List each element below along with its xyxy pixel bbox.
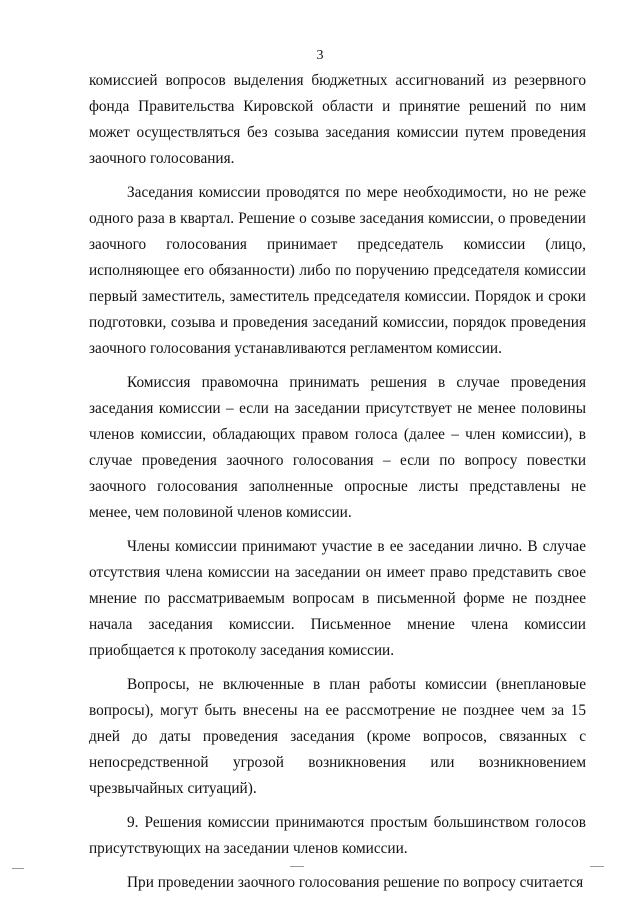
paragraph-meeting-schedule: Заседания комиссии проводятся по мере необходимости, но не реже одного раза в квартал. Решение о созыве заседания комиссии, о проведении заочного голосования принимает председатель комиссии (лицо, исполняющее его обязанности) либо по поручению председателя комиссии первый заместитель, заместитель председателя комиссии. Порядок и сроки подготовки, созыва и проведения заседаний комиссии, порядок проведения заочного голосования устанавливаются регламентом комиссии. (89, 184, 586, 357)
paragraph-decisions: 9. Решения комиссии принимаются простым большинством голосов присутствующих на заседании членов комиссии. (89, 814, 586, 857)
document-body (89, 68, 586, 904)
scan-mark-center (290, 866, 304, 867)
page-number: 3 (316, 48, 324, 63)
scan-mark-left (12, 868, 24, 869)
paragraph-continuation: комиссией вопросов выделения бюджетных ассигнований из резервного фонда Правительства Кировской области и принятие решений по ним может осуществляться без созыва заседания комиссии путем проведения заочного голосования. (89, 72, 586, 167)
paragraph-participation: Члены комиссии принимают участие в ее заседании лично. В случае отсутствия члена комиссии на заседании он имеет право представить свое мнение по рассматриваемым вопросам в письменной форме не позднее начала заседания комиссии. Письменное мнение члена комиссии приобщается к протоколу заседания комиссии. (89, 538, 586, 659)
paragraph-quorum: Комиссия правомочна принимать решения в случае проведения заседания комиссии – если на заседании присутствует не менее половины членов комиссии, обладающих правом голоса (далее – член комиссии), в случае проведения заочного голосования – если по вопросу повестки заочного голосования заполненные опросные листы представлены не менее, чем половиной членов комиссии. (89, 374, 586, 521)
paragraph-unplanned-questions: Вопросы, не включенные в план работы комиссии (внеплановые вопросы), могут быть внесены на ее рассмотрение не позднее чем за 15 дней до даты проведения заседания (кроме вопросов, связанных с непосредственной угрозой возникновения или возникновением чрезвычайных ситуаций). (89, 676, 586, 797)
paragraph-absentee-voting: При проведении заочного голосования решение по вопросу считается (127, 874, 584, 891)
scan-mark-right (590, 866, 604, 867)
